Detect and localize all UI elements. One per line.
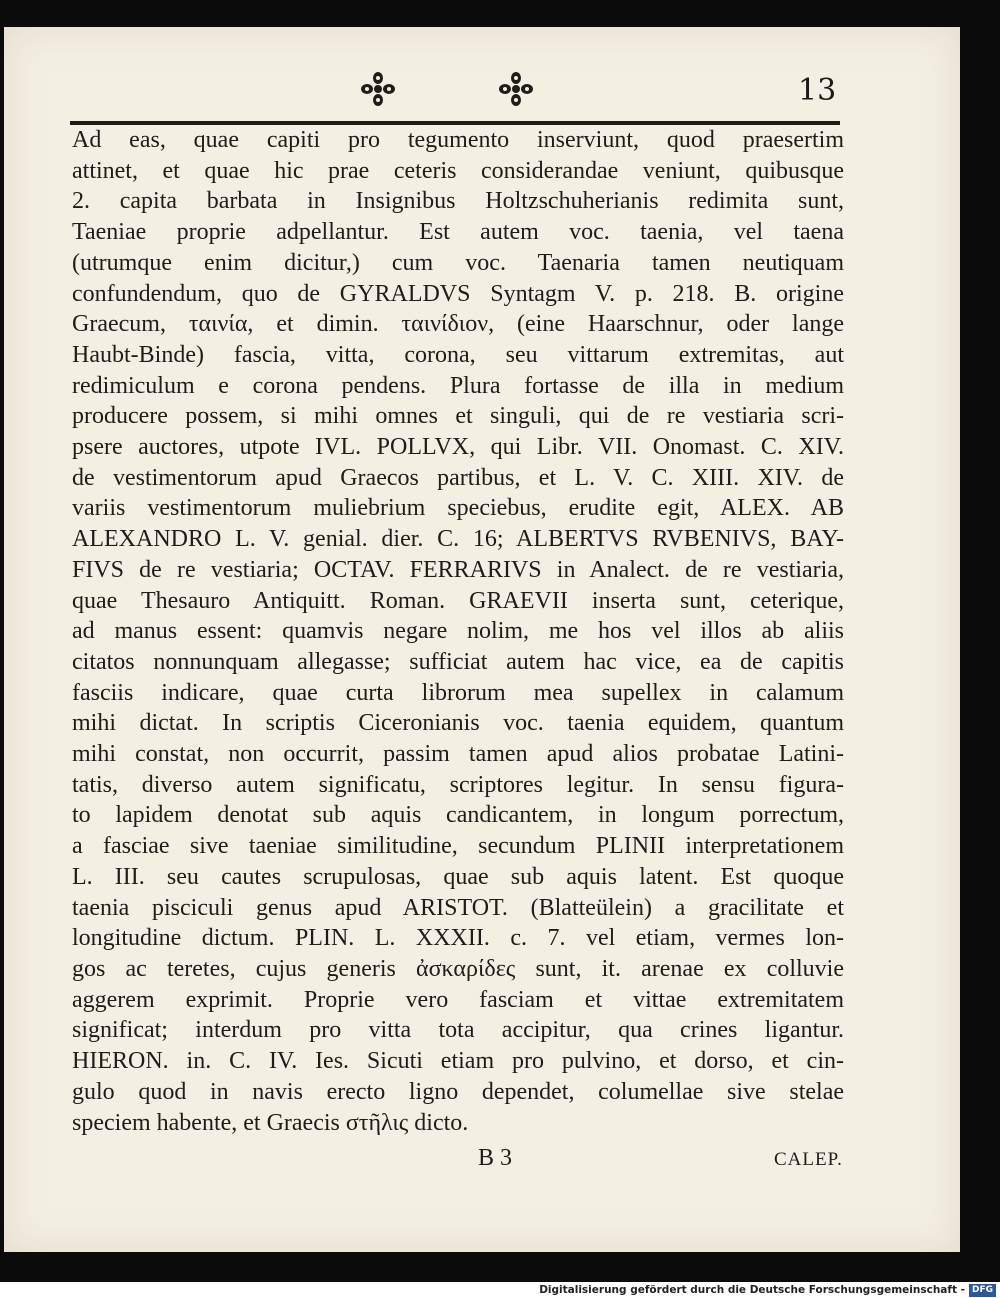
page-footer xyxy=(4,1145,960,1185)
text-line: gos ac teretes, cujus generis ἀσκαρίδες sunt, it. arenae ex colluvie xyxy=(72,955,844,982)
text-line: fasciis indicare, quae curta librorum mea supellex in calamum xyxy=(72,679,844,706)
text-line: variis vestimentorum muliebrium speciebus, erudite egit, ALEX. AB xyxy=(72,495,844,522)
digitization-credit xyxy=(539,1283,996,1297)
text-line: HIERON. in. C. IV. Ies. Sicuti etiam pro pulvino, et dorso, et cin- xyxy=(72,1048,844,1075)
text-line: attinet, et quae hic prae ceteris considerandae veniunt, quibusque xyxy=(72,157,844,184)
text-line: 2. capita barbata in Insignibus Holtzschuherianis redimita sunt, xyxy=(72,188,844,215)
text-line: (utrumque enim dicitur,) cum voc. Taenaria tamen neutiquam xyxy=(72,249,844,276)
text-line: to lapidem denotat sub aquis candicantem, in longum porrectum, xyxy=(72,802,844,829)
text-line: FIVS de re vestiaria; OCTAV. FERRARIVS in Analect. de re vestiaria, xyxy=(72,556,844,583)
text-line: redimiculum e corona pendens. Plura fortasse de illa in medium xyxy=(72,372,844,399)
body-text xyxy=(72,125,844,1138)
text-line: ALEXANDRO L. V. genial. dier. C. 16; ALBERTVS RVBENIVS, BAY- xyxy=(72,526,844,553)
text-line: Graecum, ταινία, et dimin. ταινίδιον, (eine Haarschnur, oder lange xyxy=(72,311,844,338)
text-line: mihi dictat. In scriptis Ciceronianis voc. taenia equidem, quantum xyxy=(72,710,844,737)
text-line: significat; interdum pro vitta tota accipitur, qua crines ligantur. xyxy=(72,1017,844,1044)
text-line: speciem habente, et Graecis στῆλις dicto. xyxy=(72,1109,469,1136)
text-line: ad manus essent: quamvis negare nolim, me hos vel illos ab aliis xyxy=(72,618,844,645)
text-line: citatos nonnunquam allegasse; sufficiat autem hac vice, ea de capitis xyxy=(72,648,844,675)
text-line: tatis, diverso autem significatu, scriptores legitur. In sensu figura- xyxy=(72,771,844,798)
text-line: Haubt-Binde) fascia, vitta, corona, seu vittarum extremitas, aut xyxy=(72,341,844,368)
text-line: producere possem, si mihi omnes et singuli, qui de re vestiaria scri- xyxy=(72,403,844,430)
credit-text: Digitalisierung gefördert durch die Deutsche Forschungsgemeinschaft - xyxy=(539,1284,965,1296)
text-line: taenia pisciculi genus apud ARISTOT. (Blatteülein) a gracilitate et xyxy=(72,894,844,921)
signature-mark: B 3 xyxy=(478,1145,513,1171)
text-line: aggerem exprimit. Proprie vero fasciam et vittae extremitatem xyxy=(72,986,844,1013)
page-header xyxy=(4,71,960,131)
text-line: quae Thesauro Antiquitt. Roman. GRAEVII inserta sunt, ceterique, xyxy=(72,587,844,614)
fleuron-icon xyxy=(360,71,396,107)
text-line: confundendum, quo de GYRALDVS Syntagm V. p. 218. B. origine xyxy=(72,280,844,307)
text-line: psere auctores, utpote IVL. POLLVX, qui Libr. VII. Onomast. C. XIV. xyxy=(72,434,844,461)
text-line: de vestimentorum apud Graecos partibus, et L. V. C. XIII. XIV. de xyxy=(72,464,844,491)
text-line: Ad eas, quae capiti pro tegumento inserviunt, quod praesertim xyxy=(72,127,844,153)
text-line: longitudine dictum. PLIN. L. XXXII. c. 7. vel etiam, vermes lon- xyxy=(72,925,844,952)
catchword: CALEP. xyxy=(774,1149,843,1170)
page-number: 13 xyxy=(798,73,837,108)
fleuron-icon xyxy=(498,71,534,107)
text-line: gulo quod in navis erecto ligno dependet, columellae sive stelae xyxy=(72,1078,844,1105)
book-page xyxy=(4,27,960,1252)
text-line: Taeniae proprie adpellantur. Est autem voc. taenia, vel taena xyxy=(72,219,844,246)
text-line: a fasciae sive taeniae similitudine, secundum PLINII interpretationem xyxy=(72,833,844,860)
text-line: L. III. seu cautes scrupulosas, quae sub aquis latent. Est quoque xyxy=(72,863,844,890)
dfg-logo: DFG xyxy=(969,1284,996,1297)
text-line: mihi constat, non occurrit, passim tamen apud alios probatae Latini- xyxy=(72,741,844,768)
